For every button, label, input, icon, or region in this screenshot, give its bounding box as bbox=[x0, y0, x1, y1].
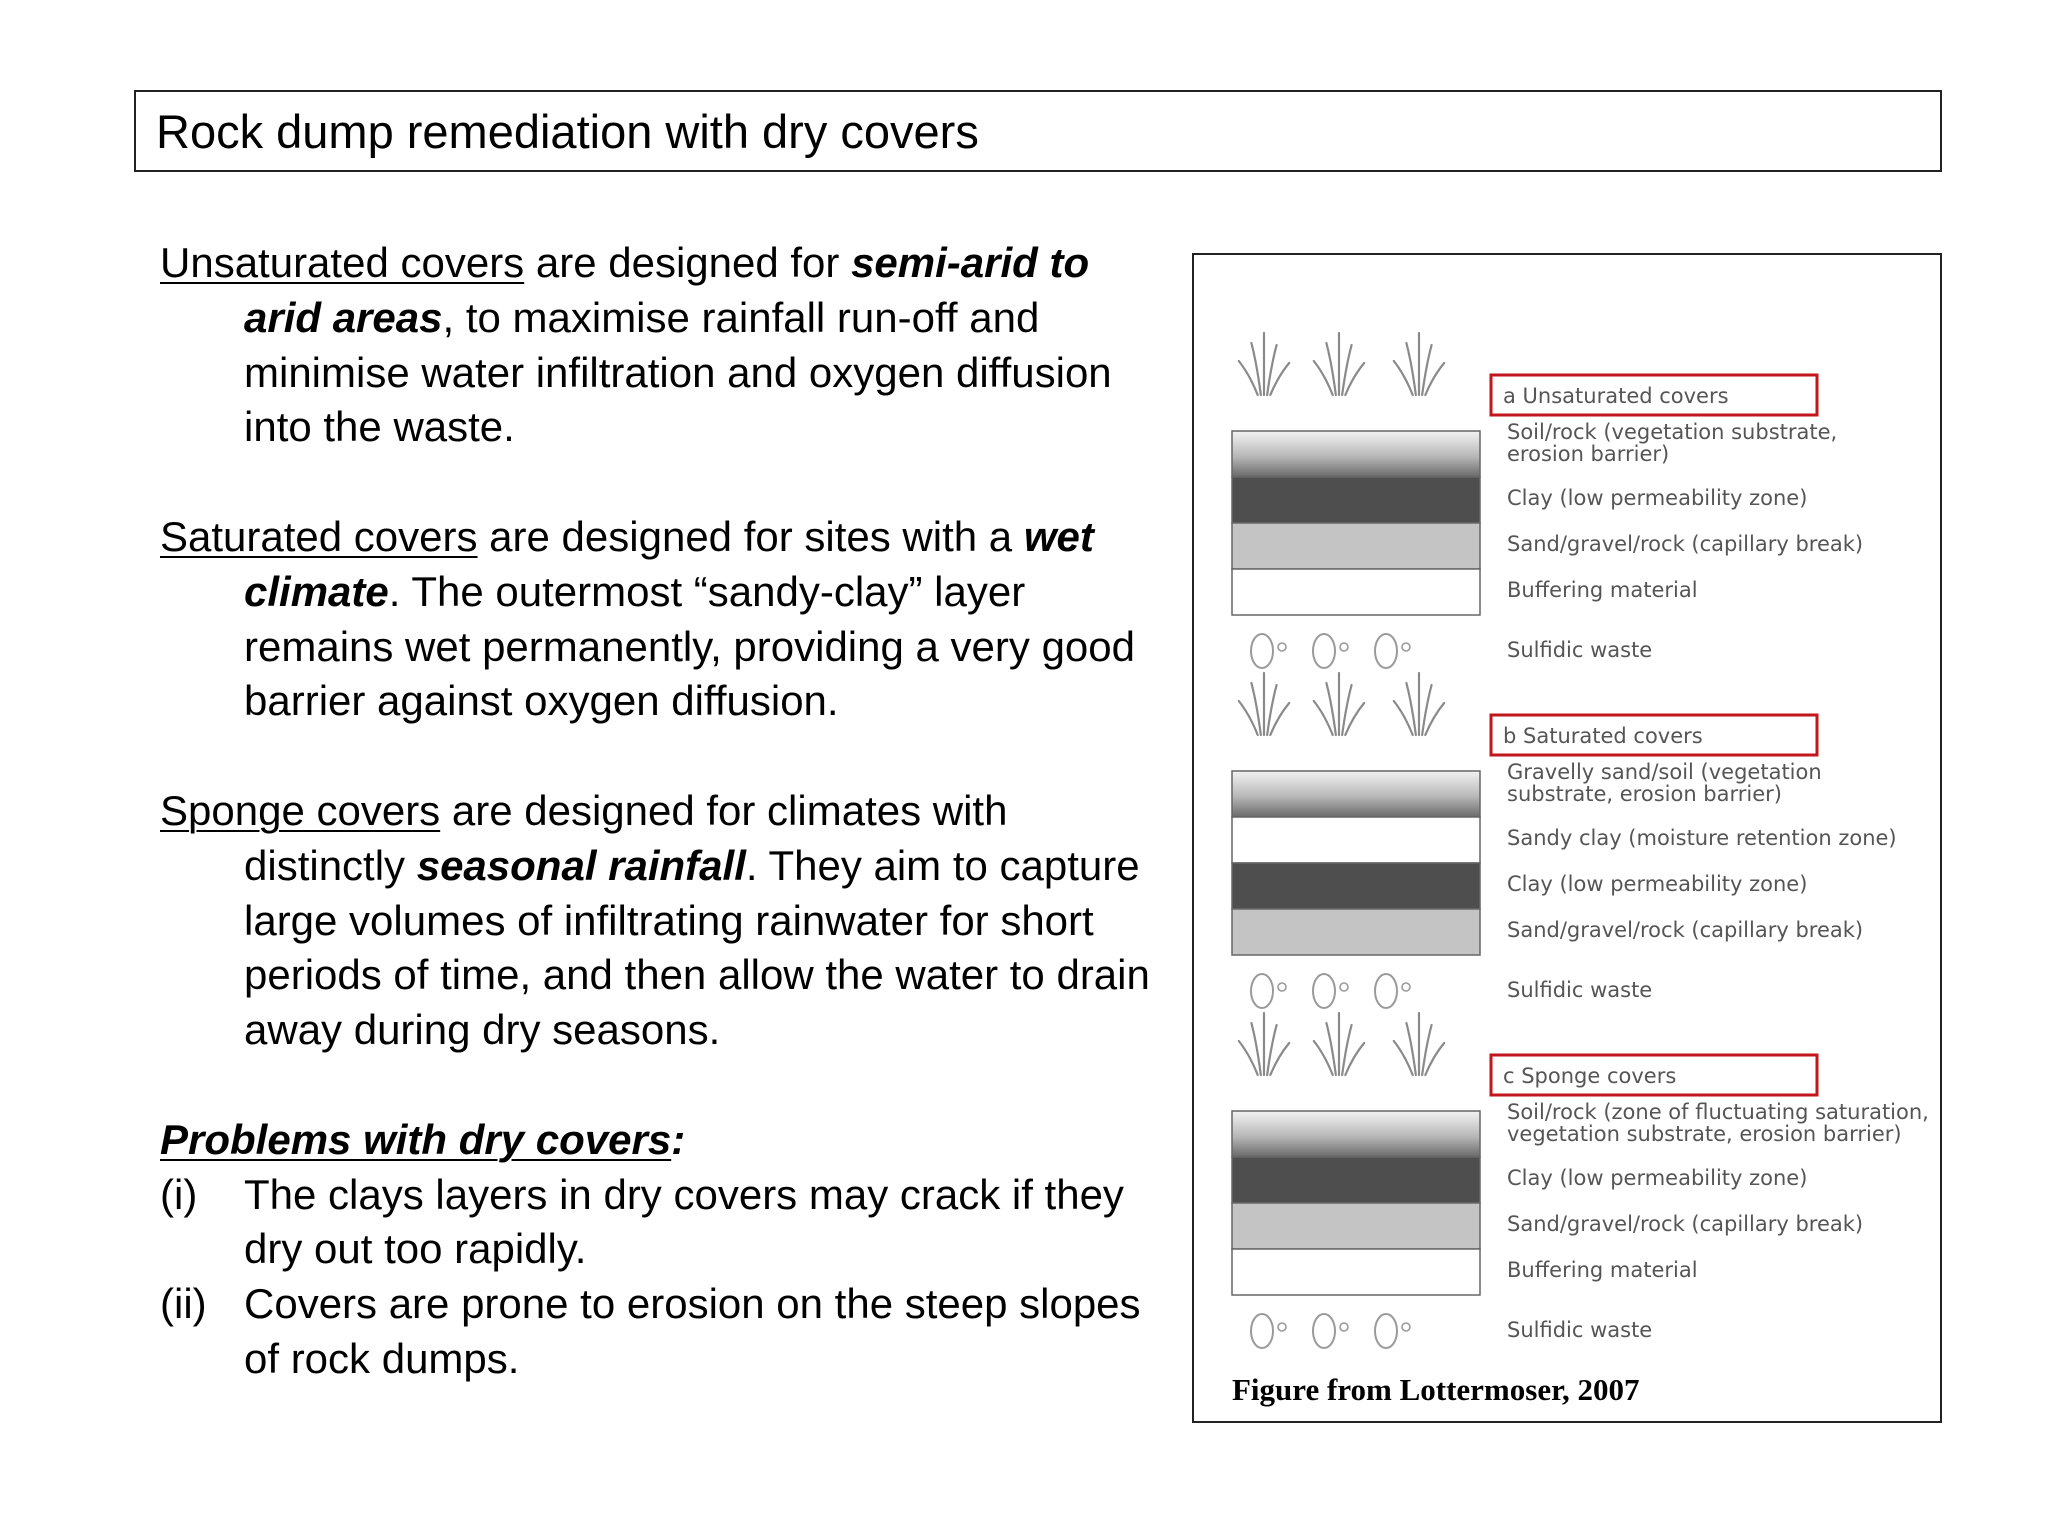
grass-blade bbox=[1267, 685, 1276, 735]
cover-diagram bbox=[1194, 255, 1940, 1355]
grass-blade bbox=[1326, 683, 1335, 735]
waste-grain-icon bbox=[1340, 983, 1348, 991]
figure-box bbox=[1192, 253, 1942, 1423]
saturated-text-pre: are designed for sites with a bbox=[477, 512, 1024, 560]
cover-panel-3 bbox=[1232, 1013, 1929, 1348]
layer-label: erosion barrier) bbox=[1507, 442, 1670, 466]
grass-blade bbox=[1425, 1043, 1444, 1075]
sponge-emphasis: seasonal rainfall bbox=[416, 841, 746, 889]
grass-blade bbox=[1267, 1025, 1276, 1075]
waste-grain-icon bbox=[1402, 643, 1410, 651]
cover-layer bbox=[1232, 477, 1480, 523]
problem-item-text: Covers are prone to erosion on the steep slopes of rock dumps. bbox=[244, 1280, 1141, 1382]
grass-blade bbox=[1342, 1025, 1351, 1075]
grass-blade bbox=[1326, 1023, 1335, 1075]
grass-blade bbox=[1406, 1023, 1415, 1075]
panel-header: a Unsaturated covers bbox=[1503, 384, 1729, 408]
waste-pebble-icon bbox=[1375, 634, 1397, 668]
waste-pebble-icon bbox=[1313, 634, 1335, 668]
waste-grain-icon bbox=[1278, 983, 1286, 991]
sponge-text-pre: are designed for climates with distinctly bbox=[244, 786, 1008, 889]
grass-blade bbox=[1251, 683, 1260, 735]
cover-layer bbox=[1232, 569, 1480, 615]
grass-blade bbox=[1239, 701, 1258, 735]
layer-label: Buffering material bbox=[1507, 1258, 1698, 1282]
layer-label: Soil/rock (vegetation substrate, bbox=[1507, 420, 1838, 444]
cover-layer bbox=[1232, 1157, 1480, 1203]
unsaturated-emphasis: semi-arid to arid areas bbox=[244, 239, 1090, 341]
cover-layer bbox=[1232, 863, 1480, 909]
grass-icon bbox=[1314, 1013, 1364, 1075]
waste-pebble-icon bbox=[1313, 974, 1335, 1008]
grass-blade bbox=[1326, 343, 1335, 395]
body-text bbox=[160, 236, 1170, 1387]
cover-layer bbox=[1232, 771, 1480, 817]
cover-panel-1 bbox=[1232, 333, 1863, 668]
layer-label: Buffering material bbox=[1507, 578, 1698, 602]
paragraph-saturated-covers bbox=[160, 510, 1170, 729]
problems-heading-text: Problems with dry covers bbox=[160, 1115, 672, 1163]
grass-blade bbox=[1270, 1043, 1289, 1075]
cover-layer bbox=[1232, 1111, 1480, 1157]
waste-pebble-icon bbox=[1251, 974, 1273, 1008]
term-saturated-covers: Saturated covers bbox=[160, 512, 478, 560]
grass-blade bbox=[1422, 685, 1431, 735]
problem-item bbox=[160, 1168, 1170, 1278]
grass-icon bbox=[1394, 673, 1444, 735]
problems-heading bbox=[160, 1113, 1170, 1168]
waste-grain-icon bbox=[1402, 1323, 1410, 1331]
unsaturated-text-pre: are designed for bbox=[524, 239, 852, 286]
grass-blade bbox=[1422, 1025, 1431, 1075]
problems-section bbox=[160, 1113, 1170, 1387]
waste-grain-icon bbox=[1340, 1323, 1348, 1331]
layer-label: Clay (low permeability zone) bbox=[1507, 486, 1808, 510]
grass-blade bbox=[1267, 345, 1276, 395]
grass-blade bbox=[1394, 361, 1413, 395]
waste-grain-icon bbox=[1340, 643, 1348, 651]
paragraph-sponge-covers bbox=[160, 784, 1170, 1058]
waste-grain-icon bbox=[1278, 1323, 1286, 1331]
grass-blade bbox=[1251, 343, 1260, 395]
waste-pebble-icon bbox=[1251, 634, 1273, 668]
sponge-text-post: . They aim to capture large volumes of infiltrating rainwater for short periods of time, and then allow the water to drain away during dry seasons. bbox=[244, 841, 1150, 1054]
grass-blade bbox=[1394, 1041, 1413, 1075]
problem-item-text: The clays layers in dry covers may crack if they dry out too rapidly. bbox=[244, 1170, 1124, 1273]
figure-caption: Figure from Lottermoser, 2007 bbox=[1232, 1372, 1640, 1407]
waste-label: Sulfidic waste bbox=[1507, 1318, 1653, 1342]
grass-blade bbox=[1251, 1023, 1260, 1075]
waste-pebble-icon bbox=[1375, 1314, 1397, 1348]
grass-blade bbox=[1342, 345, 1351, 395]
waste-label: Sulfidic waste bbox=[1507, 638, 1653, 662]
layer-label: Sand/gravel/rock (capillary break) bbox=[1507, 918, 1864, 942]
paragraph-unsaturated-covers bbox=[160, 236, 1170, 455]
grass-icon bbox=[1314, 333, 1364, 395]
grass-blade bbox=[1394, 701, 1413, 735]
grass-blade bbox=[1239, 1041, 1258, 1075]
layer-label: Sand/gravel/rock (capillary break) bbox=[1507, 1212, 1864, 1236]
cover-layer bbox=[1232, 523, 1480, 569]
saturated-text-post: . The outermost “sandy-clay” layer remains wet permanently, providing a very good barrier against oxygen diffusion. bbox=[244, 567, 1136, 725]
cover-panel-2 bbox=[1232, 673, 1897, 1008]
waste-pebble-icon bbox=[1313, 1314, 1335, 1348]
grass-blade bbox=[1425, 363, 1444, 395]
grass-blade bbox=[1345, 363, 1364, 395]
waste-pebble-icon bbox=[1251, 1314, 1273, 1348]
layer-label: substrate, erosion barrier) bbox=[1507, 782, 1782, 806]
layer-label: Clay (low permeability zone) bbox=[1507, 1166, 1808, 1190]
unsaturated-text-post: , to maximise rainfall run-off and minimise water infiltration and oxygen diffusion into the waste. bbox=[244, 293, 1112, 451]
cover-layer bbox=[1232, 431, 1480, 477]
grass-blade bbox=[1314, 361, 1333, 395]
grass-blade bbox=[1314, 701, 1333, 735]
grass-blade bbox=[1342, 685, 1351, 735]
grass-icon bbox=[1394, 333, 1444, 395]
problems-heading-colon: : bbox=[671, 1115, 686, 1163]
waste-pebble-icon bbox=[1375, 974, 1397, 1008]
cover-layer bbox=[1232, 909, 1480, 955]
cover-layer bbox=[1232, 817, 1480, 863]
term-sponge-covers: Sponge covers bbox=[160, 786, 441, 834]
grass-blade bbox=[1406, 343, 1415, 395]
grass-blade bbox=[1406, 683, 1415, 735]
grass-blade bbox=[1422, 345, 1431, 395]
grass-blade bbox=[1270, 703, 1289, 735]
layer-label: Gravelly sand/soil (vegetation bbox=[1507, 760, 1822, 784]
grass-blade bbox=[1270, 363, 1289, 395]
cover-layer bbox=[1232, 1203, 1480, 1249]
saturated-emphasis: wet climate bbox=[244, 512, 1094, 615]
problem-item bbox=[160, 1277, 1170, 1387]
grass-blade bbox=[1239, 361, 1258, 395]
waste-label: Sulfidic waste bbox=[1507, 978, 1653, 1002]
grass-blade bbox=[1345, 1043, 1364, 1075]
grass-blade bbox=[1345, 703, 1364, 735]
grass-icon bbox=[1314, 673, 1364, 735]
page-title: Rock dump remediation with dry covers bbox=[156, 105, 979, 158]
layer-label: Sand/gravel/rock (capillary break) bbox=[1507, 532, 1864, 556]
grass-icon bbox=[1239, 673, 1289, 735]
panel-header: c Sponge covers bbox=[1503, 1064, 1677, 1088]
layer-label: Soil/rock (zone of fluctuating saturation, bbox=[1507, 1100, 1929, 1124]
term-unsaturated-covers: Unsaturated covers bbox=[160, 239, 525, 286]
grass-icon bbox=[1239, 333, 1289, 395]
grass-blade bbox=[1314, 1041, 1333, 1075]
waste-grain-icon bbox=[1402, 983, 1410, 991]
problem-item-label: (i) bbox=[160, 1170, 198, 1218]
grass-blade bbox=[1425, 703, 1444, 735]
layer-label: Sandy clay (moisture retention zone) bbox=[1507, 826, 1897, 850]
waste-grain-icon bbox=[1278, 643, 1286, 651]
panel-header: b Saturated covers bbox=[1503, 724, 1703, 748]
layer-label: Clay (low permeability zone) bbox=[1507, 872, 1808, 896]
problem-item-label: (ii) bbox=[160, 1280, 207, 1328]
title-box bbox=[134, 90, 1942, 172]
cover-layer bbox=[1232, 1249, 1480, 1295]
layer-label: vegetation substrate, erosion barrier) bbox=[1507, 1122, 1902, 1146]
grass-icon bbox=[1239, 1013, 1289, 1075]
grass-icon bbox=[1394, 1013, 1444, 1075]
